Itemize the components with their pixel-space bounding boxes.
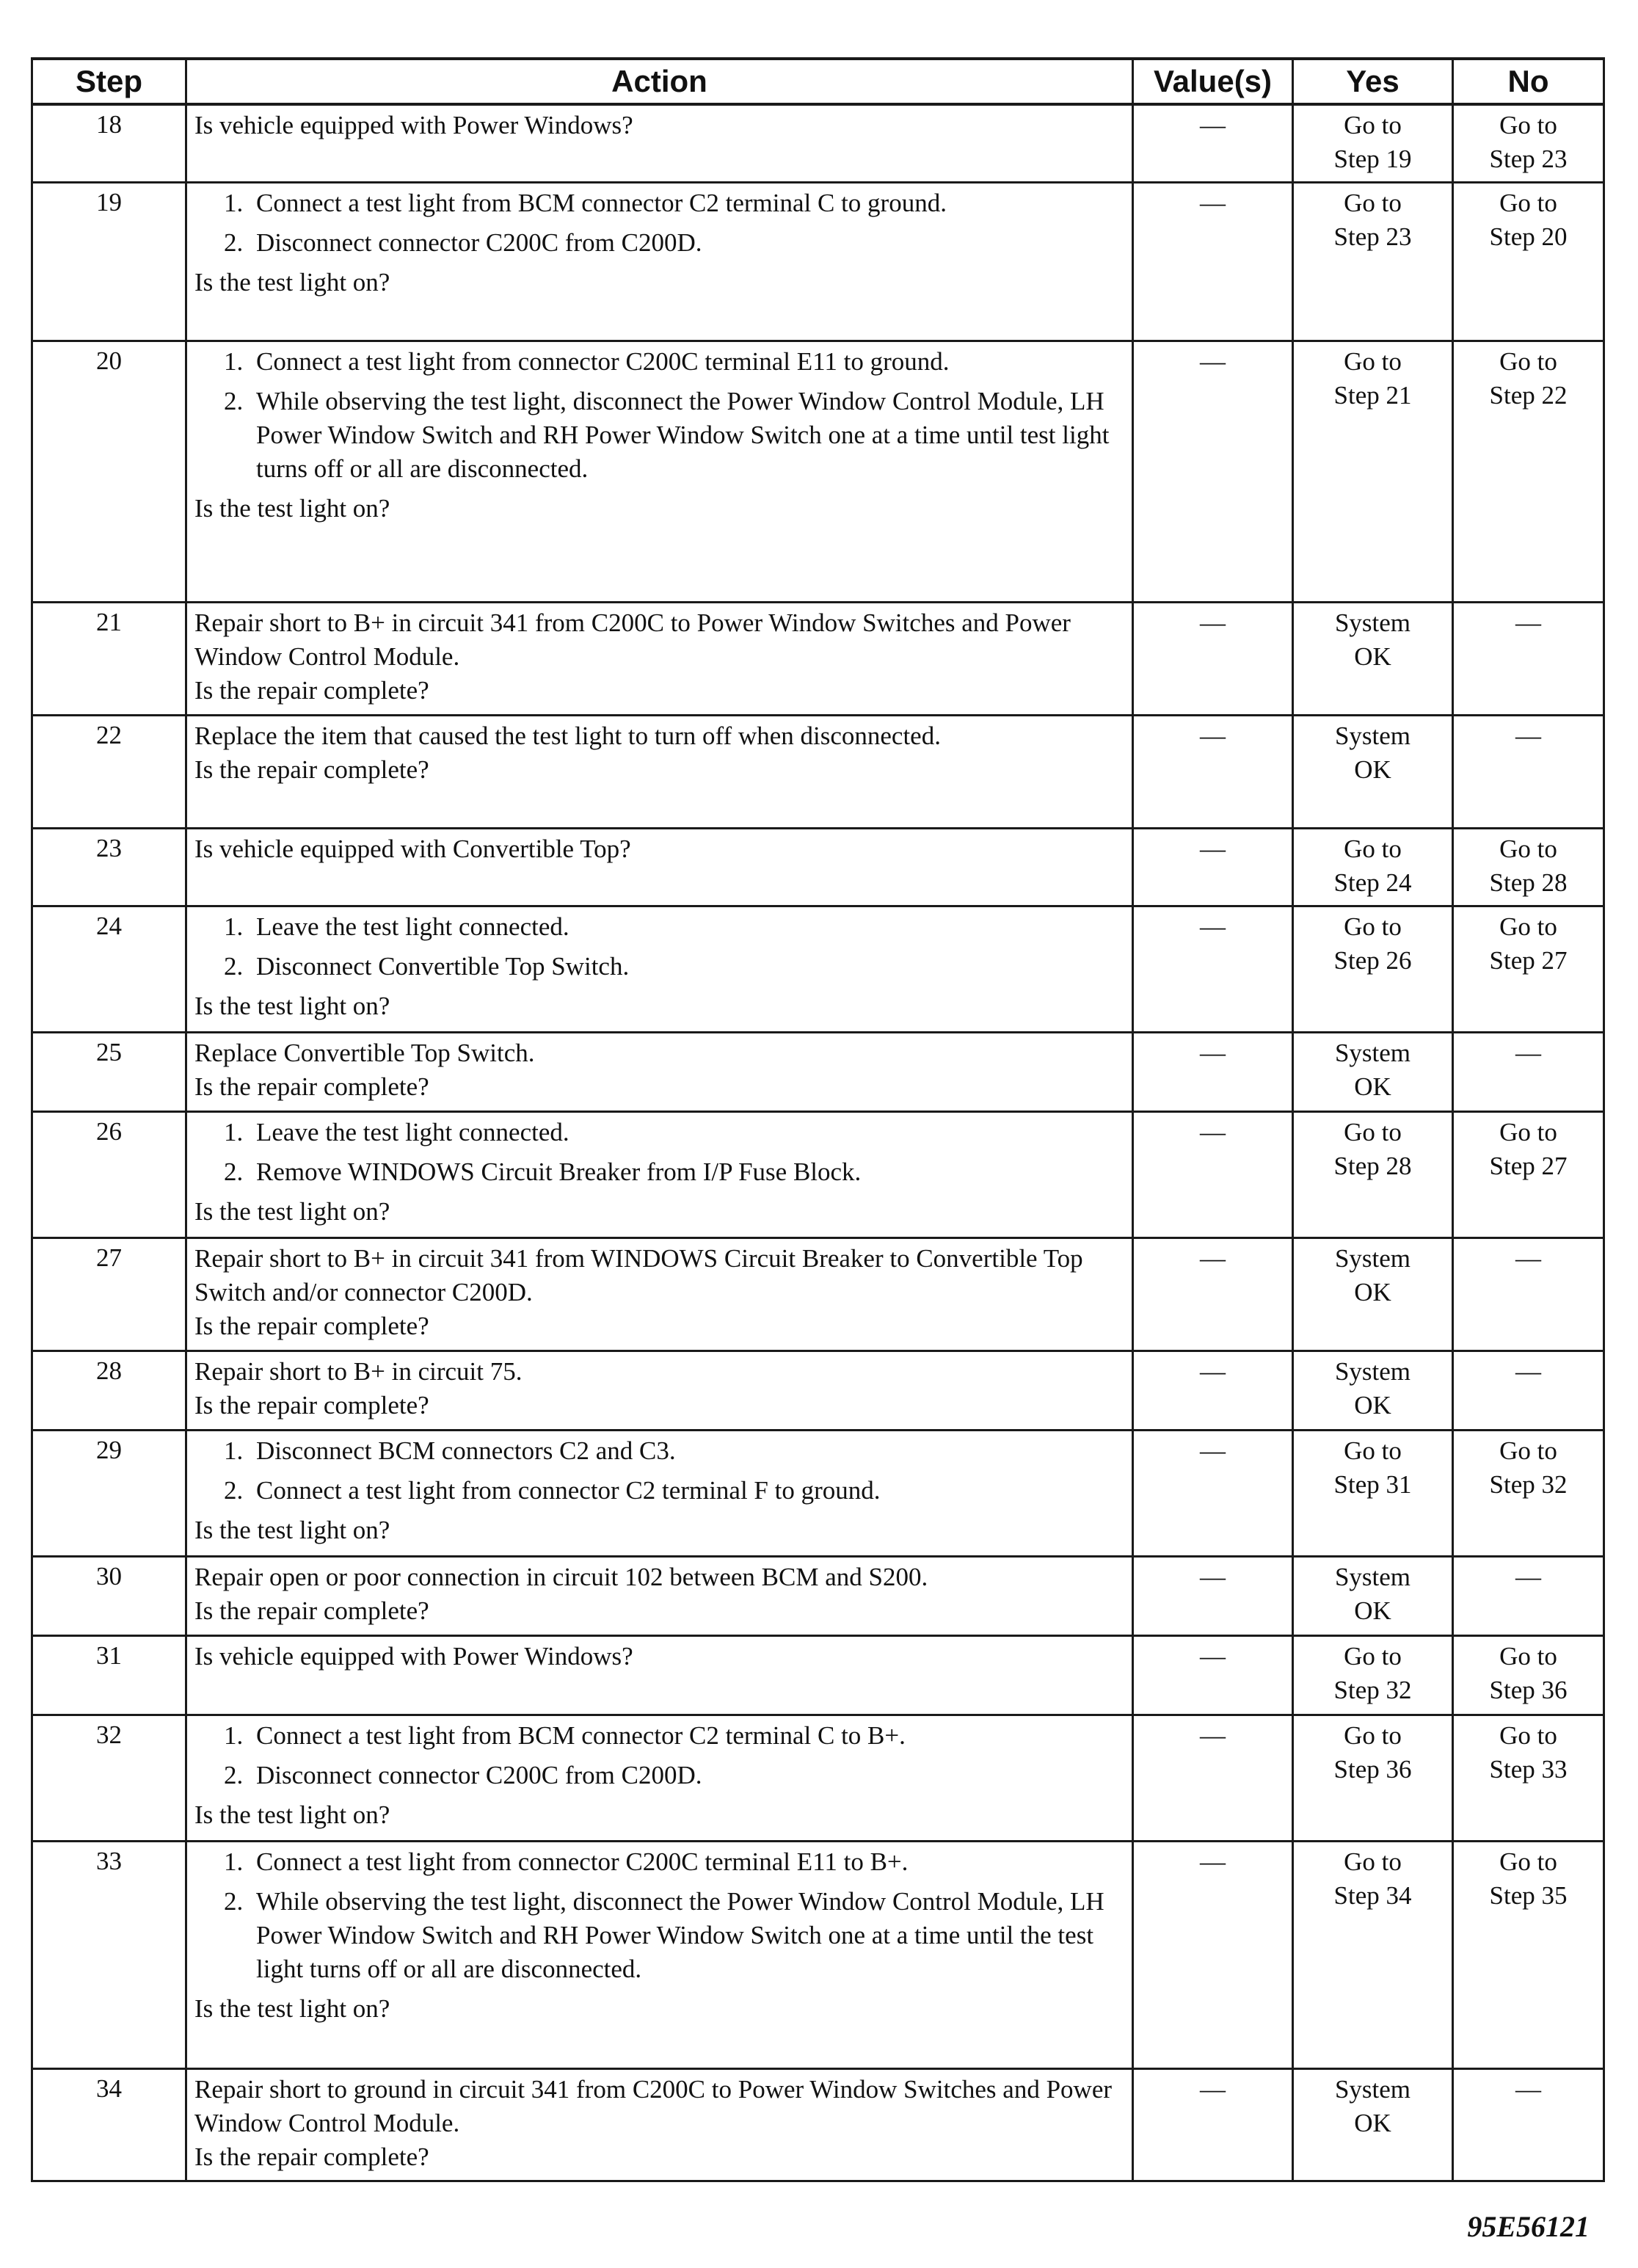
yes-cell bbox=[1293, 1556, 1453, 1635]
yes-cell-line: OK bbox=[1354, 1072, 1391, 1101]
action-question: Is the repair complete? bbox=[194, 1390, 429, 1420]
no-cell-line: Go to bbox=[1499, 1436, 1557, 1465]
table-row bbox=[32, 341, 1604, 602]
action-step-number: 1. bbox=[224, 346, 244, 376]
no-cell-line: — bbox=[1515, 1562, 1541, 1591]
no-cell-line: Step 27 bbox=[1489, 945, 1568, 975]
action-step bbox=[224, 1845, 1124, 1879]
figure-id: 95E56121 bbox=[1467, 2210, 1590, 2243]
action-instruction: Replace Convertible Top Switch. bbox=[194, 1038, 535, 1067]
step-number: 25 bbox=[32, 1032, 186, 1111]
yes-cell-line: System bbox=[1334, 1562, 1411, 1591]
action-step-number: 1. bbox=[224, 1117, 244, 1146]
header-yes: Yes bbox=[1293, 59, 1453, 104]
action-instruction: Repair short to ground in circuit 341 from C200C to Power Window Switches and Power Window Control Module. bbox=[194, 2074, 1113, 2137]
table-row bbox=[32, 1841, 1604, 2068]
table-row bbox=[32, 2068, 1604, 2181]
yes-cell-line: Go to bbox=[1344, 1117, 1402, 1146]
action-question: Is the test light on? bbox=[194, 1515, 390, 1544]
no-cell bbox=[1453, 1237, 1604, 1351]
no-cell-line: Go to bbox=[1499, 912, 1557, 941]
value-cell: — bbox=[1133, 2068, 1293, 2181]
action-step-number: 1. bbox=[224, 1436, 244, 1465]
action-step-text: While observing the test light, disconnect the Power Window Control Module, LH Power Window Switch and RH Power Window Switch one at a time until the test light turns off or all are disconnected. bbox=[256, 1886, 1104, 1983]
table-row bbox=[32, 1111, 1604, 1237]
table-row bbox=[32, 906, 1604, 1032]
yes-cell-line: OK bbox=[1354, 2108, 1391, 2137]
value-cell: — bbox=[1133, 715, 1293, 828]
table-row bbox=[32, 828, 1604, 906]
value-cell: — bbox=[1133, 104, 1293, 182]
table-row bbox=[32, 715, 1604, 828]
action-cell bbox=[186, 828, 1133, 906]
yes-cell bbox=[1293, 1237, 1453, 1351]
no-cell-line: Go to bbox=[1499, 1117, 1557, 1146]
action-step-text: Disconnect Convertible Top Switch. bbox=[256, 951, 630, 981]
no-cell-line: Step 22 bbox=[1489, 380, 1568, 410]
yes-cell-line: System bbox=[1334, 1243, 1411, 1273]
no-cell bbox=[1453, 1430, 1604, 1556]
step-number: 33 bbox=[32, 1841, 186, 2068]
no-cell bbox=[1453, 104, 1604, 182]
value-cell: — bbox=[1133, 828, 1293, 906]
action-question: Is the test light on? bbox=[194, 1196, 390, 1226]
action-cell bbox=[186, 1351, 1133, 1430]
no-cell-line: — bbox=[1515, 608, 1541, 637]
step-number: 26 bbox=[32, 1111, 186, 1237]
table-row bbox=[32, 104, 1604, 182]
step-number: 21 bbox=[32, 602, 186, 715]
step-number: 24 bbox=[32, 906, 186, 1032]
action-step-text: Connect a test light from connector C200C terminal E11 to B+. bbox=[256, 1847, 909, 1876]
action-cell bbox=[186, 104, 1133, 182]
action-question: Is the repair complete? bbox=[194, 1311, 429, 1340]
no-cell bbox=[1453, 1111, 1604, 1237]
yes-cell-line: System bbox=[1334, 721, 1411, 750]
no-cell bbox=[1453, 341, 1604, 602]
action-steps-list bbox=[194, 1845, 1124, 1986]
no-cell-line: — bbox=[1515, 721, 1541, 750]
step-number: 27 bbox=[32, 1237, 186, 1351]
action-instruction: Repair open or poor connection in circuit 102 between BCM and S200. bbox=[194, 1562, 928, 1591]
yes-cell bbox=[1293, 1351, 1453, 1430]
table-header-row bbox=[32, 59, 1604, 104]
value-cell: — bbox=[1133, 602, 1293, 715]
action-question: Is the test light on? bbox=[194, 493, 390, 523]
yes-cell-line: OK bbox=[1354, 641, 1391, 671]
action-question: Is the repair complete? bbox=[194, 1596, 429, 1625]
action-cell bbox=[186, 1556, 1133, 1635]
action-step bbox=[224, 1116, 1124, 1149]
no-cell bbox=[1453, 715, 1604, 828]
yes-cell-line: Step 26 bbox=[1333, 945, 1412, 975]
yes-cell-line: OK bbox=[1354, 1390, 1391, 1420]
action-cell bbox=[186, 715, 1133, 828]
step-number: 34 bbox=[32, 2068, 186, 2181]
header-values: Value(s) bbox=[1133, 59, 1293, 104]
no-cell-line: Step 28 bbox=[1489, 868, 1568, 897]
step-number: 23 bbox=[32, 828, 186, 906]
action-cell bbox=[186, 1111, 1133, 1237]
no-cell bbox=[1453, 1635, 1604, 1715]
step-number: 18 bbox=[32, 104, 186, 182]
no-cell-line: Go to bbox=[1499, 1641, 1557, 1671]
no-cell-line: Step 32 bbox=[1489, 1469, 1568, 1499]
no-cell bbox=[1453, 2068, 1604, 2181]
yes-cell bbox=[1293, 182, 1453, 341]
no-cell-line: Go to bbox=[1499, 1720, 1557, 1750]
step-number: 20 bbox=[32, 341, 186, 602]
no-cell bbox=[1453, 828, 1604, 906]
action-question: Is vehicle equipped with Power Windows? bbox=[194, 111, 633, 139]
no-cell bbox=[1453, 1841, 1604, 2068]
no-cell-line: Step 27 bbox=[1489, 1151, 1568, 1180]
no-cell bbox=[1453, 1715, 1604, 1841]
action-step bbox=[224, 385, 1124, 486]
action-step-number: 2. bbox=[224, 1886, 244, 1916]
action-instruction: Repair short to B+ in circuit 75. bbox=[194, 1356, 523, 1386]
action-steps-list bbox=[194, 345, 1124, 486]
action-question: Is vehicle equipped with Power Windows? bbox=[194, 1641, 633, 1671]
yes-cell bbox=[1293, 1111, 1453, 1237]
step-number: 22 bbox=[32, 715, 186, 828]
action-cell bbox=[186, 1715, 1133, 1841]
action-question: Is the test light on? bbox=[194, 267, 390, 297]
action-step-text: Connect a test light from connector C2 terminal F to ground. bbox=[256, 1475, 881, 1505]
action-step-text: Disconnect connector C200C from C200D. bbox=[256, 1760, 702, 1789]
action-step-number: 1. bbox=[224, 1720, 244, 1750]
action-steps-list bbox=[194, 1116, 1124, 1189]
yes-cell-line: Go to bbox=[1344, 1641, 1402, 1671]
value-cell: — bbox=[1133, 1715, 1293, 1841]
yes-cell bbox=[1293, 1032, 1453, 1111]
yes-cell-line: Go to bbox=[1344, 346, 1402, 376]
yes-cell-line: Step 34 bbox=[1333, 1880, 1412, 1910]
action-step bbox=[224, 1434, 1124, 1468]
step-number: 19 bbox=[32, 182, 186, 341]
value-cell: — bbox=[1133, 906, 1293, 1032]
table-body bbox=[32, 104, 1604, 2181]
step-number: 29 bbox=[32, 1430, 186, 1556]
yes-cell-line: Step 36 bbox=[1333, 1754, 1412, 1784]
action-step-text: Leave the test light connected. bbox=[256, 1117, 569, 1146]
value-cell: — bbox=[1133, 1351, 1293, 1430]
action-step-number: 1. bbox=[224, 188, 244, 217]
action-steps-list bbox=[194, 910, 1124, 984]
no-cell-line: Go to bbox=[1499, 834, 1557, 863]
yes-cell-line: Step 19 bbox=[1333, 145, 1412, 173]
yes-cell-line: Go to bbox=[1344, 1847, 1402, 1876]
yes-cell bbox=[1293, 341, 1453, 602]
diagnostic-table-container bbox=[31, 57, 1603, 2182]
action-cell bbox=[186, 1237, 1133, 1351]
action-step bbox=[224, 1759, 1124, 1792]
table-row bbox=[32, 1351, 1604, 1430]
action-step-number: 2. bbox=[224, 951, 244, 981]
action-step-text: Remove WINDOWS Circuit Breaker from I/P Fuse Block. bbox=[256, 1157, 862, 1186]
yes-cell-line: OK bbox=[1354, 1596, 1391, 1625]
yes-cell bbox=[1293, 104, 1453, 182]
table-row bbox=[32, 182, 1604, 341]
action-step bbox=[224, 1885, 1124, 1986]
yes-cell-line: System bbox=[1334, 1356, 1411, 1386]
action-step bbox=[224, 345, 1124, 379]
value-cell: — bbox=[1133, 1430, 1293, 1556]
yes-cell bbox=[1293, 602, 1453, 715]
diagnostic-table bbox=[31, 57, 1605, 2182]
yes-cell bbox=[1293, 906, 1453, 1032]
action-steps-list bbox=[194, 1434, 1124, 1508]
header-no: No bbox=[1453, 59, 1604, 104]
action-instruction: Repair short to B+ in circuit 341 from WINDOWS Circuit Breaker to Convertible Top Switch and/or connector C200D. bbox=[194, 1243, 1083, 1306]
yes-cell-line: Step 21 bbox=[1333, 380, 1412, 410]
no-cell-line: Go to bbox=[1499, 111, 1557, 139]
action-cell bbox=[186, 1430, 1133, 1556]
action-step bbox=[224, 950, 1124, 984]
no-cell-line: — bbox=[1515, 1356, 1541, 1386]
action-step-text: Connect a test light from connector C200C terminal E11 to ground. bbox=[256, 346, 950, 376]
no-cell bbox=[1453, 906, 1604, 1032]
action-step bbox=[224, 226, 1124, 260]
action-question: Is the repair complete? bbox=[194, 1072, 429, 1101]
action-steps-list bbox=[194, 186, 1124, 260]
action-question: Is the repair complete? bbox=[194, 675, 429, 705]
step-number: 28 bbox=[32, 1351, 186, 1430]
no-cell bbox=[1453, 182, 1604, 341]
action-step-number: 2. bbox=[224, 386, 244, 415]
yes-cell-line: Go to bbox=[1344, 188, 1402, 217]
no-cell-line: — bbox=[1515, 2074, 1541, 2104]
action-step-number: 2. bbox=[224, 1157, 244, 1186]
no-cell-line: Go to bbox=[1499, 346, 1557, 376]
action-step-text: Disconnect connector C200C from C200D. bbox=[256, 228, 702, 257]
yes-cell bbox=[1293, 2068, 1453, 2181]
value-cell: — bbox=[1133, 1635, 1293, 1715]
value-cell: — bbox=[1133, 1841, 1293, 2068]
action-step-text: Connect a test light from BCM connector C2 terminal C to B+. bbox=[256, 1720, 906, 1750]
yes-cell-line: Step 28 bbox=[1333, 1151, 1412, 1180]
yes-cell-line: Step 23 bbox=[1333, 222, 1412, 251]
action-cell bbox=[186, 1635, 1133, 1715]
yes-cell bbox=[1293, 1635, 1453, 1715]
step-number: 32 bbox=[32, 1715, 186, 1841]
yes-cell-line: System bbox=[1334, 2074, 1411, 2104]
no-cell-line: Step 20 bbox=[1489, 222, 1568, 251]
yes-cell-line: Go to bbox=[1344, 834, 1402, 863]
action-cell bbox=[186, 1841, 1133, 2068]
table-row bbox=[32, 602, 1604, 715]
action-cell bbox=[186, 906, 1133, 1032]
action-step-number: 2. bbox=[224, 1475, 244, 1505]
no-cell-line: — bbox=[1515, 1243, 1541, 1273]
action-step-text: Connect a test light from BCM connector C2 terminal C to ground. bbox=[256, 188, 947, 217]
no-cell bbox=[1453, 1351, 1604, 1430]
yes-cell-line: Step 31 bbox=[1333, 1469, 1412, 1499]
action-question: Is vehicle equipped with Convertible Top? bbox=[194, 834, 631, 863]
yes-cell-line: Go to bbox=[1344, 111, 1402, 139]
step-number: 30 bbox=[32, 1556, 186, 1635]
no-cell-line: — bbox=[1515, 1038, 1541, 1067]
action-step-number: 2. bbox=[224, 228, 244, 257]
action-cell bbox=[186, 341, 1133, 602]
action-step bbox=[224, 1719, 1124, 1753]
table-row bbox=[32, 1237, 1604, 1351]
table-row bbox=[32, 1635, 1604, 1715]
no-cell-line: Step 23 bbox=[1489, 145, 1568, 173]
no-cell-line: Go to bbox=[1499, 1847, 1557, 1876]
action-cell bbox=[186, 602, 1133, 715]
value-cell: — bbox=[1133, 1111, 1293, 1237]
yes-cell-line: Go to bbox=[1344, 1436, 1402, 1465]
yes-cell-line: Go to bbox=[1344, 912, 1402, 941]
header-step: Step bbox=[32, 59, 186, 104]
action-step-number: 1. bbox=[224, 1847, 244, 1876]
value-cell: — bbox=[1133, 1237, 1293, 1351]
action-step bbox=[224, 1474, 1124, 1508]
yes-cell bbox=[1293, 1715, 1453, 1841]
action-step bbox=[224, 1155, 1124, 1189]
action-step bbox=[224, 910, 1124, 944]
action-question: Is the repair complete? bbox=[194, 2142, 429, 2171]
action-cell bbox=[186, 182, 1133, 341]
value-cell: — bbox=[1133, 1032, 1293, 1111]
table-row bbox=[32, 1430, 1604, 1556]
step-number: 31 bbox=[32, 1635, 186, 1715]
yes-cell-line: OK bbox=[1354, 755, 1391, 784]
yes-cell-line: Step 32 bbox=[1333, 1675, 1412, 1704]
no-cell-line: Step 36 bbox=[1489, 1675, 1568, 1704]
yes-cell-line: OK bbox=[1354, 1277, 1391, 1306]
table-row bbox=[32, 1032, 1604, 1111]
table-row bbox=[32, 1556, 1604, 1635]
yes-cell bbox=[1293, 1841, 1453, 2068]
no-cell-line: Step 33 bbox=[1489, 1754, 1568, 1784]
action-step bbox=[224, 186, 1124, 220]
action-step-text: While observing the test light, disconnect the Power Window Control Module, LH Power Window Switch and RH Power Window Switch one at a time until test light turns off or all are disconnected. bbox=[256, 386, 1110, 483]
action-question: Is the repair complete? bbox=[194, 755, 429, 784]
action-question: Is the test light on? bbox=[194, 1800, 390, 1829]
value-cell: — bbox=[1133, 182, 1293, 341]
action-instruction: Repair short to B+ in circuit 341 from C200C to Power Window Switches and Power Window Control Module. bbox=[194, 608, 1071, 671]
action-step-text: Leave the test light connected. bbox=[256, 912, 569, 941]
yes-cell bbox=[1293, 715, 1453, 828]
header-action: Action bbox=[186, 59, 1133, 104]
action-steps-list bbox=[194, 1719, 1124, 1792]
action-question: Is the test light on? bbox=[194, 991, 390, 1020]
no-cell bbox=[1453, 1556, 1604, 1635]
yes-cell-line: Step 24 bbox=[1333, 868, 1412, 897]
yes-cell-line: System bbox=[1334, 608, 1411, 637]
yes-cell-line: System bbox=[1334, 1038, 1411, 1067]
action-step-number: 1. bbox=[224, 912, 244, 941]
value-cell: — bbox=[1133, 341, 1293, 602]
no-cell bbox=[1453, 602, 1604, 715]
action-step-text: Disconnect BCM connectors C2 and C3. bbox=[256, 1436, 676, 1465]
action-cell bbox=[186, 2068, 1133, 2181]
yes-cell bbox=[1293, 1430, 1453, 1556]
action-cell bbox=[186, 1032, 1133, 1111]
yes-cell-line: Go to bbox=[1344, 1720, 1402, 1750]
value-cell: — bbox=[1133, 1556, 1293, 1635]
no-cell-line: Step 35 bbox=[1489, 1880, 1568, 1910]
yes-cell bbox=[1293, 828, 1453, 906]
table-row bbox=[32, 1715, 1604, 1841]
action-instruction: Replace the item that caused the test light to turn off when disconnected. bbox=[194, 721, 941, 750]
no-cell-line: Go to bbox=[1499, 188, 1557, 217]
action-question: Is the test light on? bbox=[194, 1993, 390, 2023]
no-cell bbox=[1453, 1032, 1604, 1111]
action-step-number: 2. bbox=[224, 1760, 244, 1789]
